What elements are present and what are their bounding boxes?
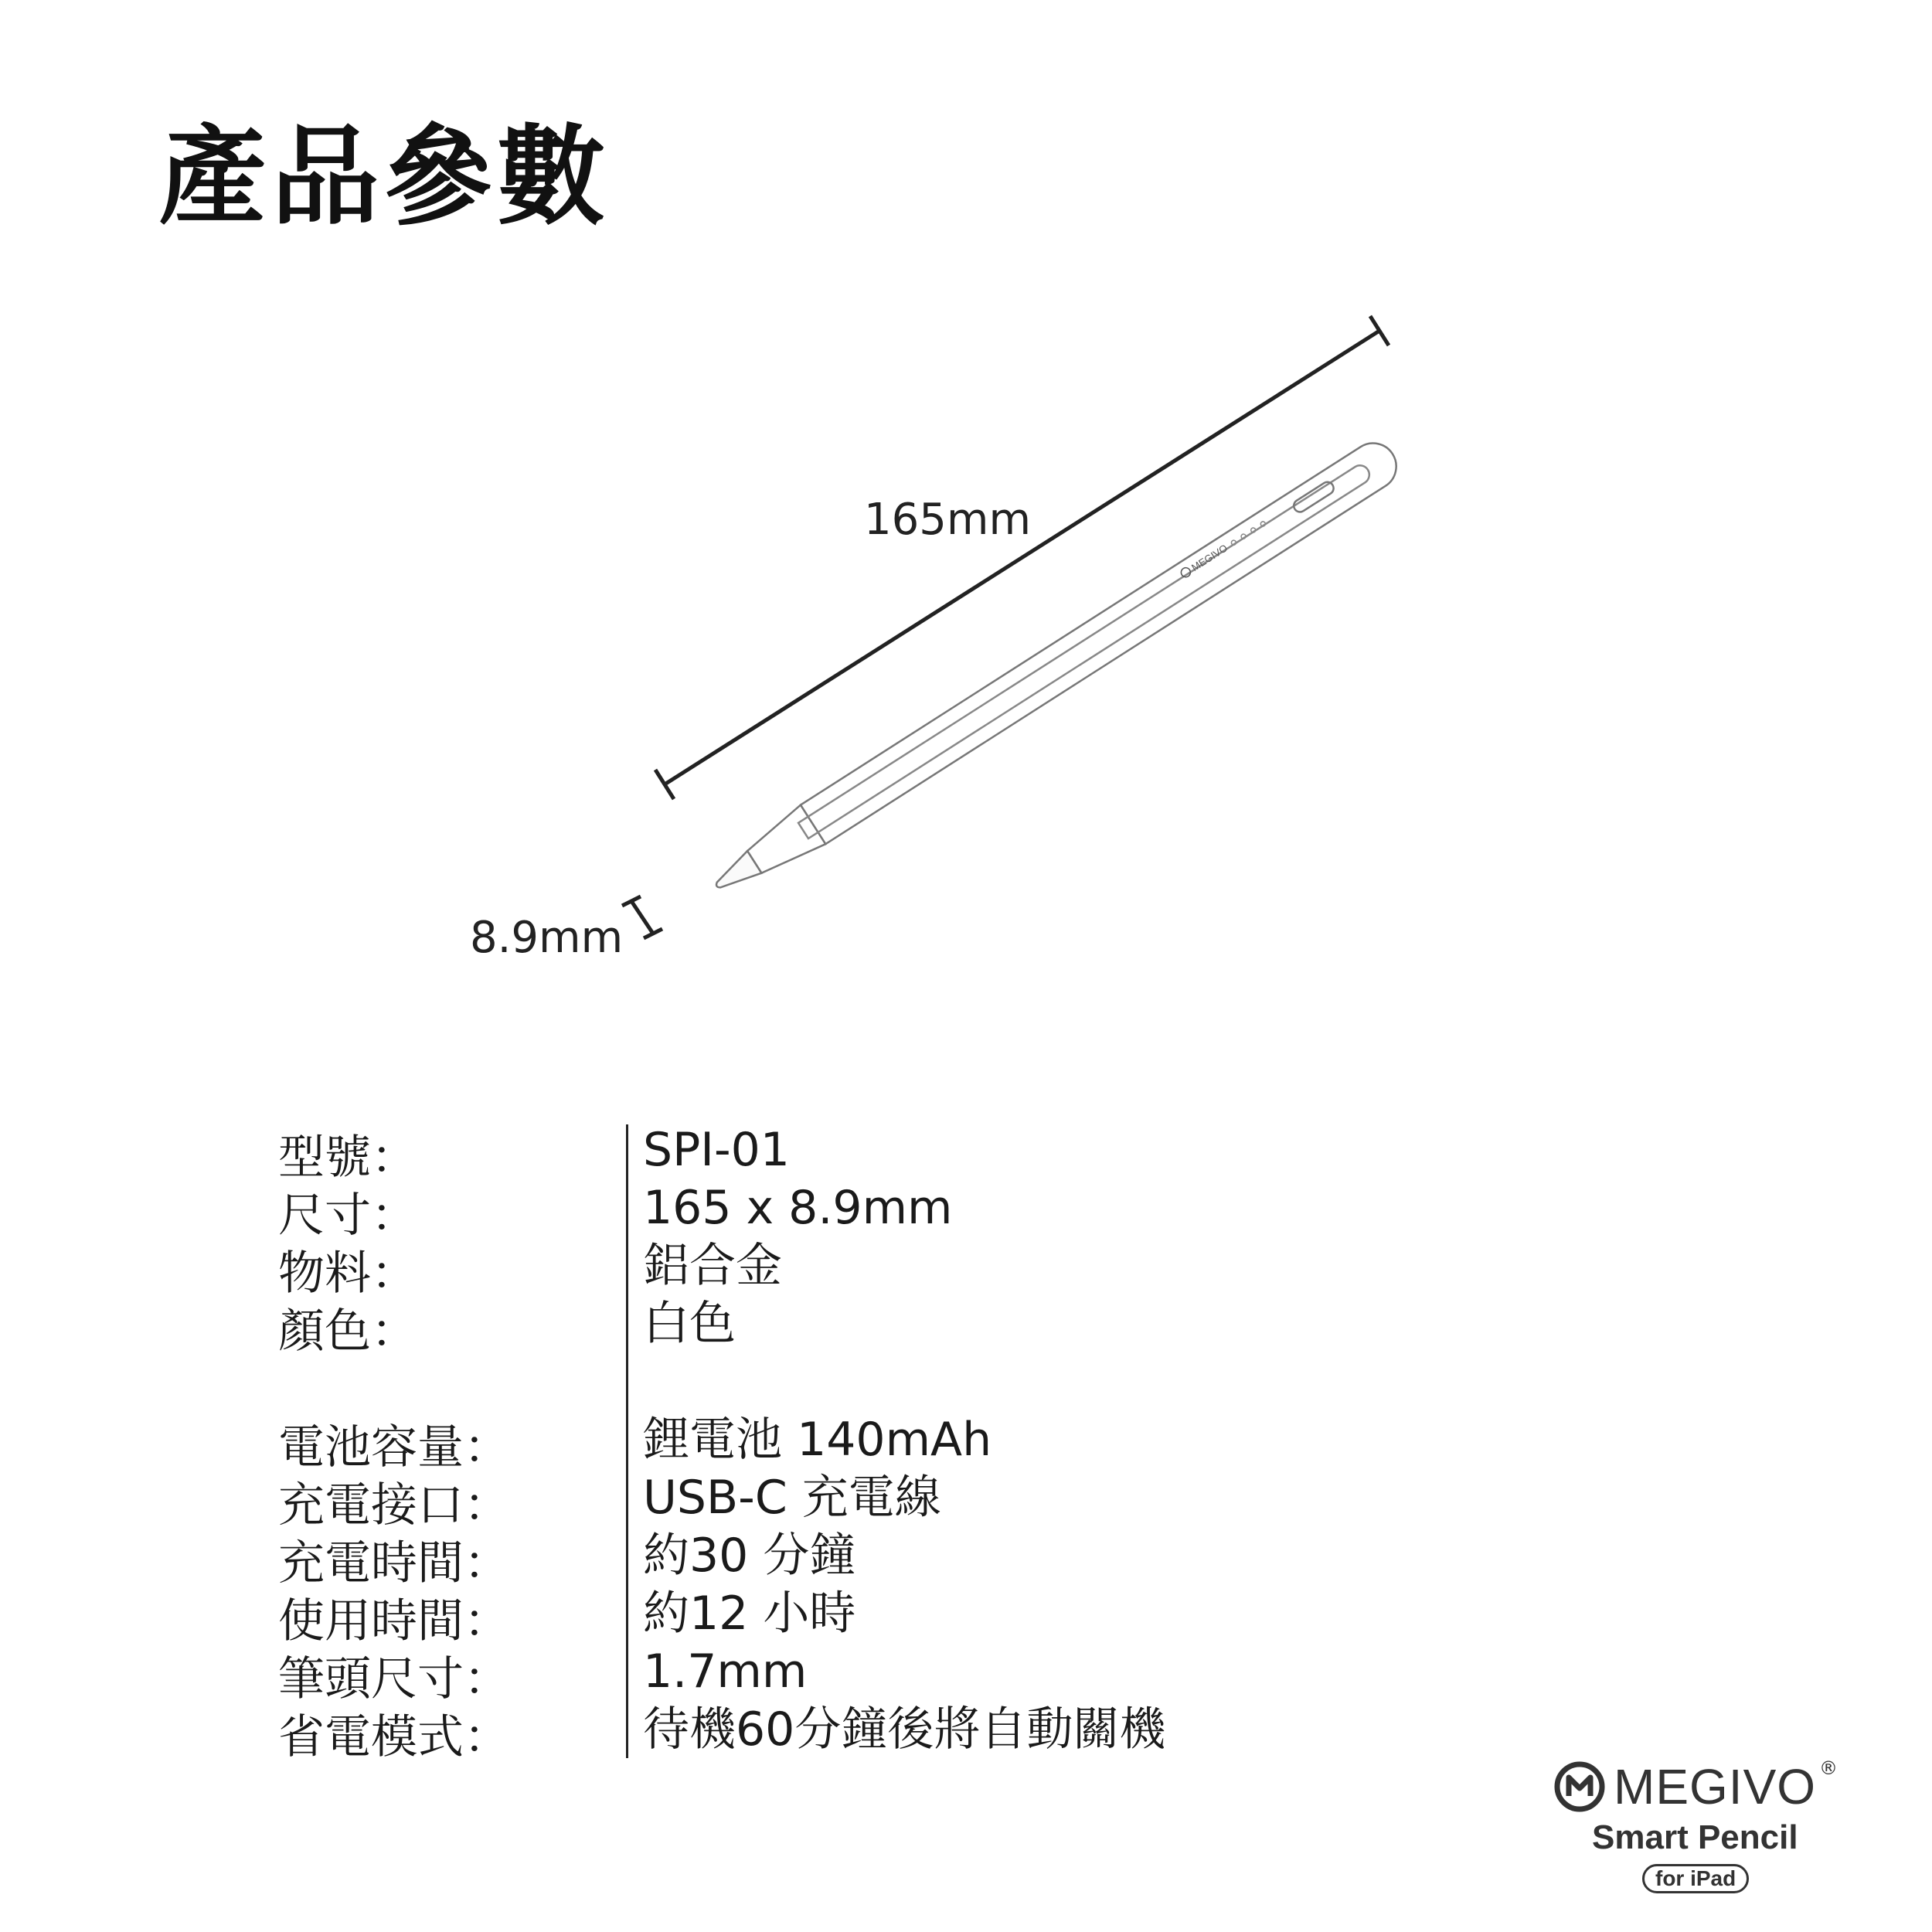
brand-logo-row bbox=[1553, 1757, 1838, 1815]
spec-value-size: 165 x 8.9mm bbox=[643, 1181, 953, 1235]
spec-value-color: 白色 bbox=[643, 1297, 736, 1351]
spec-label-power-save: 省電模式： bbox=[278, 1710, 510, 1764]
spec-value-battery: 鋰電池 140mAh bbox=[643, 1413, 992, 1467]
length-dimension-line bbox=[655, 316, 1389, 799]
spec-value-model: SPI-01 bbox=[643, 1123, 790, 1177]
spec-label-tip-size: 筆頭尺寸： bbox=[278, 1652, 510, 1706]
brand-product: Smart Pencil bbox=[1592, 1818, 1798, 1856]
spec-label-usage-time: 使用時間： bbox=[278, 1594, 510, 1648]
spec-value-port: USB-C 充電線 bbox=[643, 1471, 941, 1525]
spec-value-usage-time: 約12 小時 bbox=[643, 1587, 856, 1641]
brand-name: MEGIVO bbox=[1614, 1759, 1817, 1815]
pencil-illustration bbox=[704, 434, 1405, 906]
page-title: 產品參數 bbox=[158, 114, 611, 240]
spec-label-charge-time: 充電時間： bbox=[278, 1536, 510, 1590]
spec-value-material: 鋁合金 bbox=[643, 1239, 782, 1293]
pencil-logo-text: MEGIVO bbox=[1189, 542, 1230, 574]
registered-mark: ® bbox=[1819, 1757, 1838, 1779]
spec-label-port: 充電接口： bbox=[278, 1478, 510, 1532]
width-dimension-marker bbox=[622, 896, 662, 938]
spec-value-charge-time: 約30 分鐘 bbox=[643, 1529, 856, 1583]
width-label: 8.9mm bbox=[470, 913, 624, 963]
length-label: 165mm bbox=[864, 495, 1031, 545]
spec-label-color: 顏色： bbox=[278, 1304, 417, 1359]
spec-label-battery: 電池容量： bbox=[278, 1420, 510, 1475]
spec-value-power-save: 待機60分鐘後將自動關機 bbox=[643, 1702, 1166, 1757]
megivo-logo-icon bbox=[1553, 1760, 1606, 1813]
brand-subtitle: for iPad bbox=[1642, 1864, 1749, 1893]
spec-label-material: 物料： bbox=[278, 1247, 417, 1301]
spec-label-size: 尺寸： bbox=[278, 1189, 417, 1243]
spec-value-tip-size: 1.7mm bbox=[643, 1645, 808, 1699]
brand-block bbox=[1546, 1754, 1839, 1893]
spec-label-model: 型號： bbox=[278, 1131, 417, 1185]
spec-divider bbox=[626, 1124, 628, 1758]
